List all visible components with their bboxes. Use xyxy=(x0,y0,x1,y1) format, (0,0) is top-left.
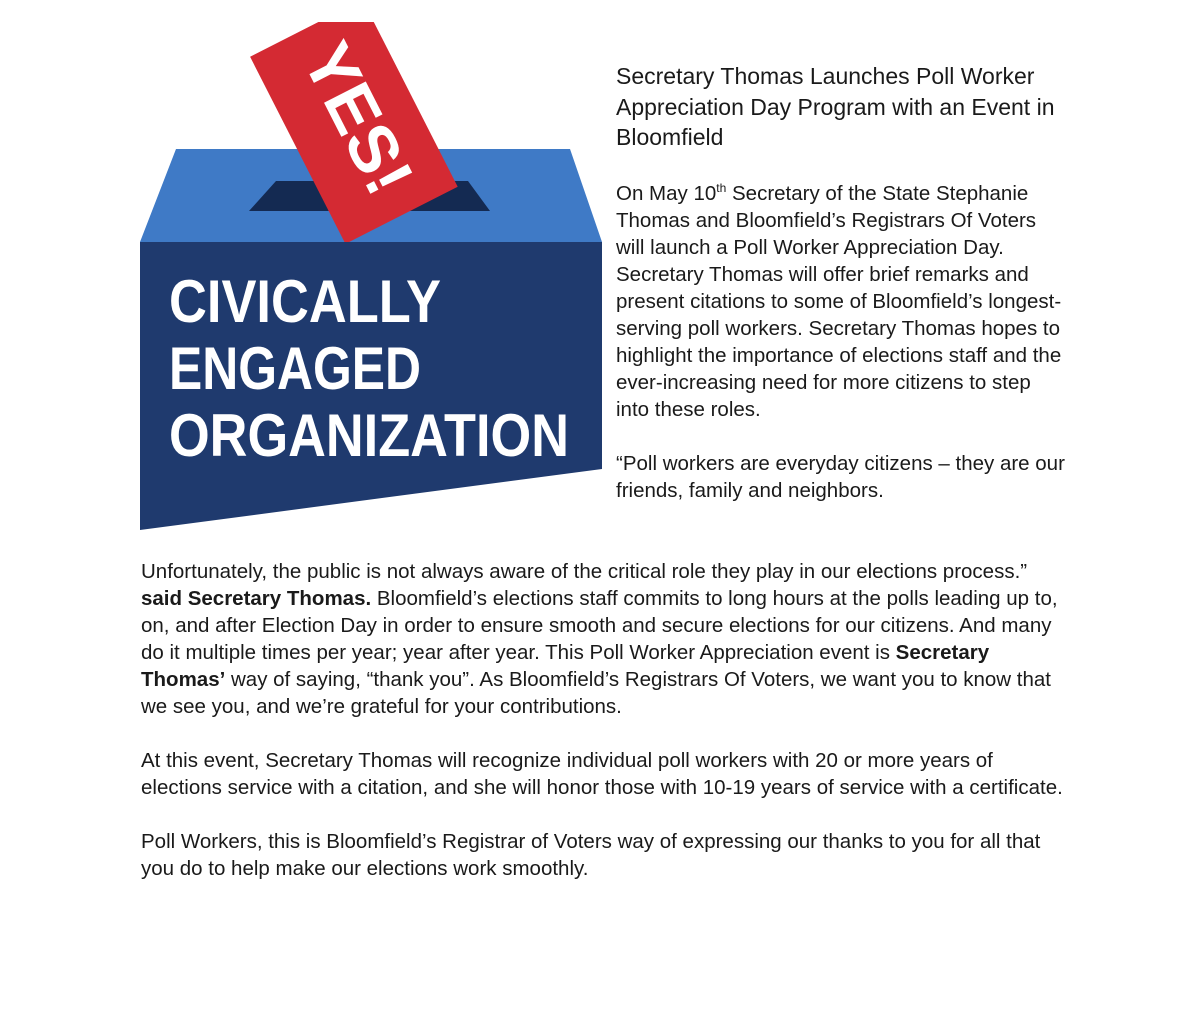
intro-text-rest: Secretary of the State Stephanie Thomas and Bloomfield’s Registrars Of Voters will launch a Poll Worker Appreciation Day. Secretary Thomas will offer brief remarks and present citations to some of Bloomfield’s longest-serving poll workers. Secretary Thomas hopes to highlight the importance of elections staff and the ever-increasing need for more citizens to step into these roles. xyxy=(616,181,1062,421)
paragraph-quote-continued xyxy=(141,558,1071,720)
article-headline: Secretary Thomas Launches Poll Worker Appreciation Day Program with an Event in Bloomfield xyxy=(616,63,1055,150)
article-right-column xyxy=(616,61,1066,504)
logo-line-engaged: ENGAGED xyxy=(169,335,421,402)
logo-line-organization: ORGANIZATION xyxy=(169,402,569,469)
quote-text-3: way of saying, “thank you”. As Bloomfield’s Registrars Of Voters, we want you to know that we see you, and we’re grateful for your contributions. xyxy=(141,668,1051,718)
quote-text-1: Unfortunately, the public is not always aware of the critical role they play in our elections process.” xyxy=(141,560,1028,583)
quote-attribution: said Secretary Thomas. xyxy=(141,587,372,610)
date-ordinal-suffix: th xyxy=(716,180,727,195)
paragraph-recognition: At this event, Secretary Thomas will recognize individual poll workers with 20 or more years of elections service with a citation, and she will honor those with 10-19 years of service with a certificate. xyxy=(141,749,1063,799)
intro-text-start: On May 10 xyxy=(616,181,717,205)
paragraph-thanks: Poll Workers, this is Bloomfield’s Registrar of Voters way of expressing our thanks to you for all that you do to help make our elections work smoothly. xyxy=(141,830,1041,880)
secretary-name-bold: Secretary Thomas’ xyxy=(141,641,990,691)
article-full-column xyxy=(141,558,1071,882)
quote-text-2: Bloomfield’s elections staff commits to long hours at the polls leading up to, on, and after Election Day in order to ensure smooth and secure elections for our citizens. And many do it multiple times per year; year after year. This Poll Worker Appreciation event is xyxy=(141,587,1058,664)
ballot-text: YES! xyxy=(288,30,428,207)
paragraph-quote-start: “Poll workers are everyday citizens – they are our friends, family and neighbors. xyxy=(616,451,1065,502)
logo-line-civically: CIVICALLY xyxy=(169,268,441,335)
paragraph-event-intro xyxy=(616,180,1066,423)
civically-engaged-logo xyxy=(138,22,608,534)
